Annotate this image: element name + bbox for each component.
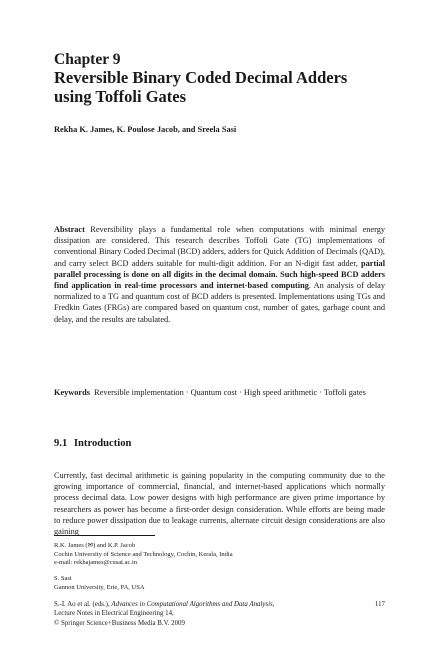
- abstract-text-before: Reversibility plays a fundamental role when computations with minimal energy dissipation are considered. This research describes Toffoli Gate (TG) implementations of conventional Binary Coded Decimal (BCD) adders, adders for Quick Addition of Decimals (QAD), and carry select BCD adders suitable for multi-digit addition. For an N-digit fast adder,: [54, 225, 385, 268]
- introduction-paragraph: Currently, fast decimal arithmetic is gaining popularity in the computing community due to the growing importance of commercial, financial, and internet-based applications which normally process decimal data. Low power designs with high performance are given prime importance by researchers as power has become a first-order design consideration. While efforts are being made to reduce power dissipation due to leakage currents, alternate circuit design considerations are also gaining: [54, 471, 385, 537]
- section-number: 9.1: [54, 438, 68, 449]
- citation-line-2: Lecture Notes in Electrical Engineering 14,: [54, 610, 174, 618]
- chapter-title-line-2: using Toffoli Gates: [54, 87, 187, 106]
- citation-book-title: Advances in Computational Algorithms and Data Analysis,: [111, 601, 275, 608]
- affiliation-1: [54, 542, 385, 568]
- keywords-label: Keywords: [54, 388, 90, 397]
- section-title: Introduction: [73, 438, 132, 449]
- affiliation-1-institution: Cochin University of Science and Technology, Cochin, Kerala, India: [54, 550, 233, 558]
- abstract-label: Abstract: [54, 225, 85, 234]
- abstract-paragraph: [54, 224, 385, 325]
- citation-line-3: © Springer Science+Business Media B.V. 2009: [54, 619, 185, 627]
- chapter-label: Chapter 9: [54, 51, 121, 68]
- affiliation-2: [54, 575, 385, 592]
- section-heading: [54, 438, 131, 449]
- page-number: 117: [374, 601, 385, 608]
- affiliation-1-names: R.K. James (✉) and K.P. Jacob: [54, 542, 136, 549]
- author-list: Rekha K. James, K. Poulose Jacob, and Sreela Sasi: [54, 125, 237, 134]
- citation-line-1: [54, 600, 385, 609]
- citation-prefix: S.-I. Ao et al. (eds.),: [54, 601, 112, 608]
- chapter-title-line-1: Reversible Binary Coded Decimal Adders: [54, 68, 348, 87]
- chapter-title: [54, 68, 394, 106]
- abstract-text-after: . An analysis of delay normalized to a TG and quantum cost of BCD adders is presented. Implementations using TGs and Fredkin Gates (FRGs) are compared based on quantum cost, number of gates, garbage count and delay, and the results are tabulated.: [54, 281, 385, 324]
- affiliation-2-name: S. Sasi: [54, 575, 72, 582]
- affiliation-1-email: e-mail: rekhajames@cusat.ac.in: [54, 559, 138, 566]
- affiliation-2-institution: Gannon University, Erie, PA, USA: [54, 583, 145, 591]
- abstract-bold-text: partial parallel processing is done on all digits in the decimal domain. Such high-speed BCD adders find application in real-time processors and internet-based computing: [54, 258, 385, 291]
- keywords-text: Reversible implementation · Quantum cost · High speed arithmetic · Toffoli gates: [89, 388, 366, 397]
- citation-block: [54, 600, 385, 628]
- keywords-paragraph: [54, 387, 385, 398]
- footnote-rule: [54, 535, 155, 536]
